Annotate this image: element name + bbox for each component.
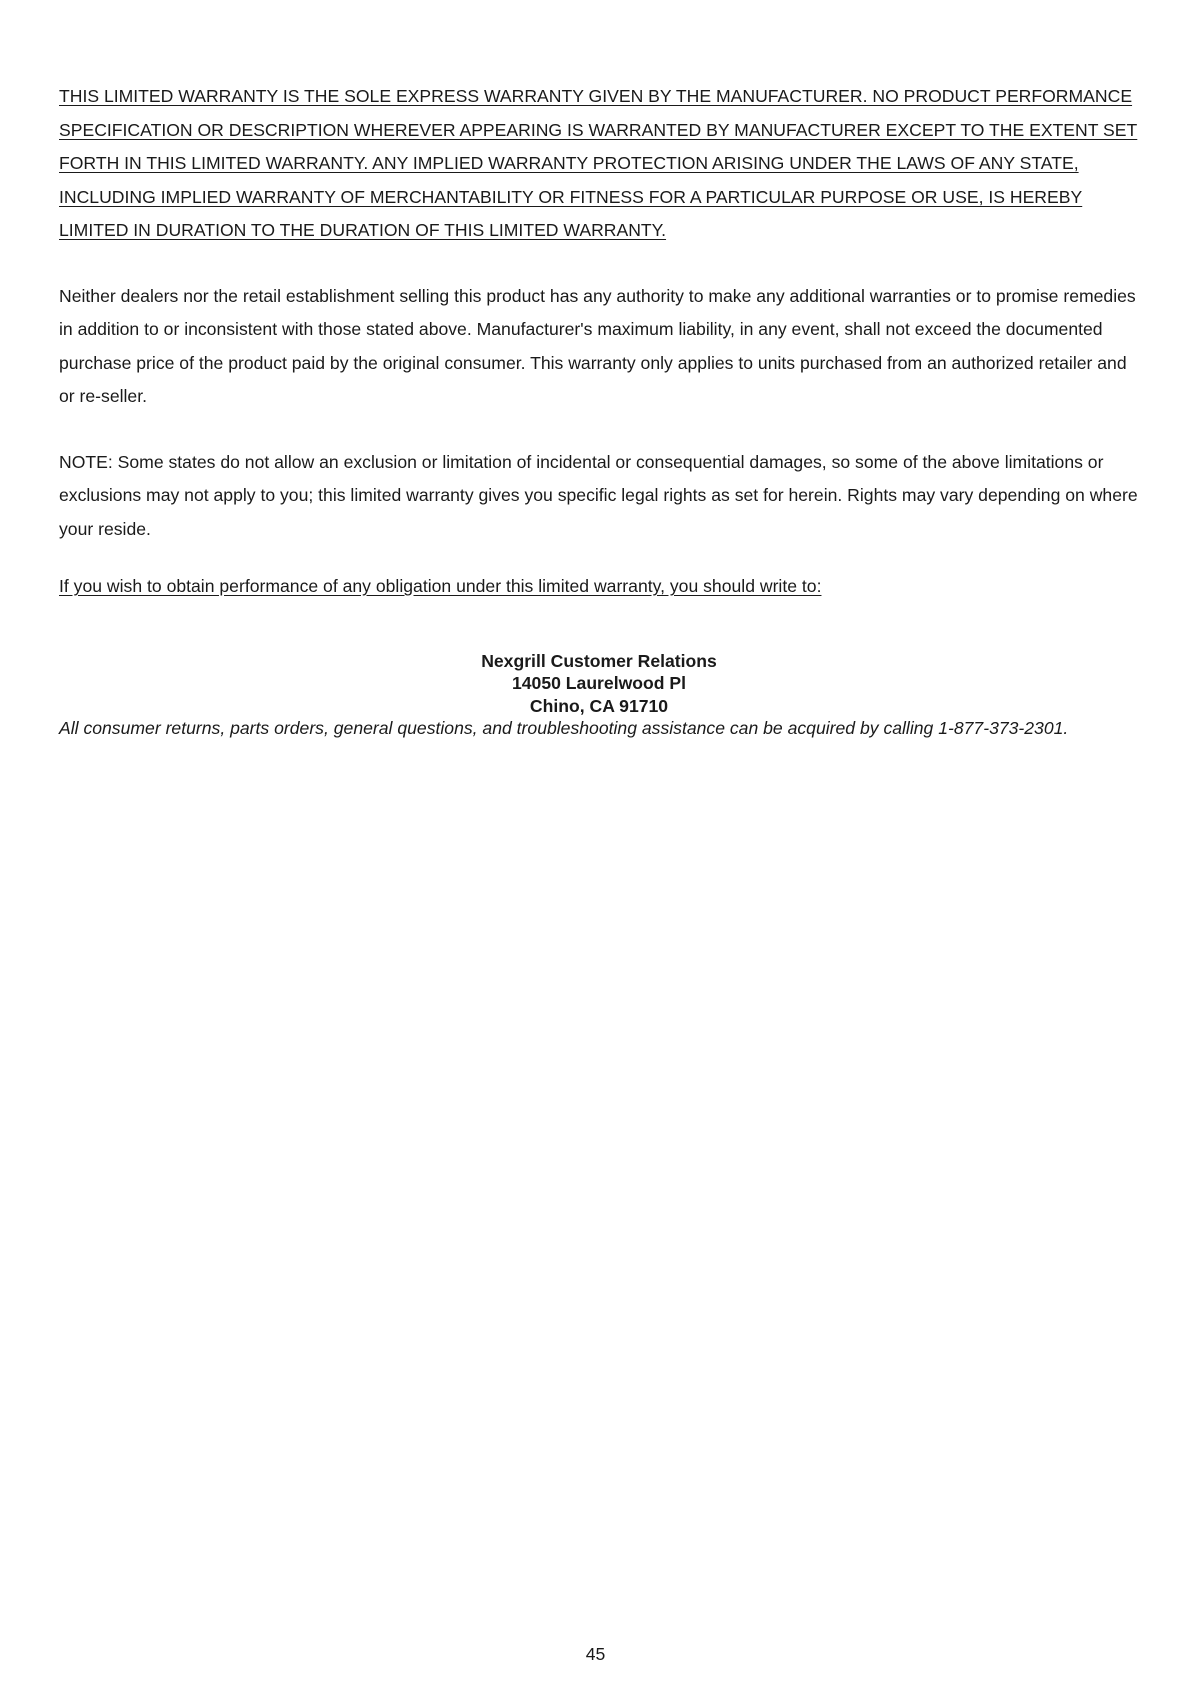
warranty-disclaimer-paragraph: THIS LIMITED WARRANTY IS THE SOLE EXPRESS WARRANTY GIVEN BY THE MANUFACTURER. NO PRODUCT PERFORMANCE SPECIFICATION OR DESCRIPTION WHEREVER APPEARING IS WARRANTED BY MANUFACTURER EXCEPT TO THE EXTENT SET FORTH IN THIS LIMITED WARRANTY. ANY IMPLIED WARRANTY PROTECTION ARISING UNDER THE LAWS OF ANY STATE, INCLUDING IMPLIED WARRANTY OF MERCHANTABILITY OR FITNESS FOR A PARTICULAR PURPOSE OR USE, IS HEREBY LIMITED IN DURATION TO THE DURATION OF THIS LIMITED WARRANTY. (59, 86, 1138, 240)
note-paragraph: NOTE: Some states do not allow an exclusion or limitation of incidental or consequential damages, so some of the above limitations or exclusions may not apply to you; this limited warranty gives you specific legal rights as set for herein. Rights may vary depending on where your reside. (59, 451, 1138, 539)
address-city: Chino, CA 91710 (529, 695, 669, 716)
page-number: 45 (585, 1644, 606, 1664)
address-name: Nexgrill Customer Relations (481, 650, 717, 671)
address-street: 14050 Laurelwood Pl (511, 673, 687, 693)
write-to-paragraph: If you wish to obtain performance of any obligation under this limited warranty, you should write to: (59, 576, 822, 596)
consumer-assistance-note: All consumer returns, parts orders, general questions, and troubleshooting assistance can be acquired by calling 1-877-373-2301. (59, 718, 1069, 738)
dealer-authority-paragraph: Neither dealers nor the retail establishment selling this product has any authority to make any additional warranties or to promise remedies in addition to or inconsistent with those stated above. Manufacturer's maximum liability, in any event, shall not exceed the documented purchase price of the product paid by the original consumer. This warranty only applies to units purchased from an authorized retailer and or re-seller. (59, 285, 1136, 406)
mailing-address (59, 650, 1139, 718)
document-body (59, 80, 1139, 739)
